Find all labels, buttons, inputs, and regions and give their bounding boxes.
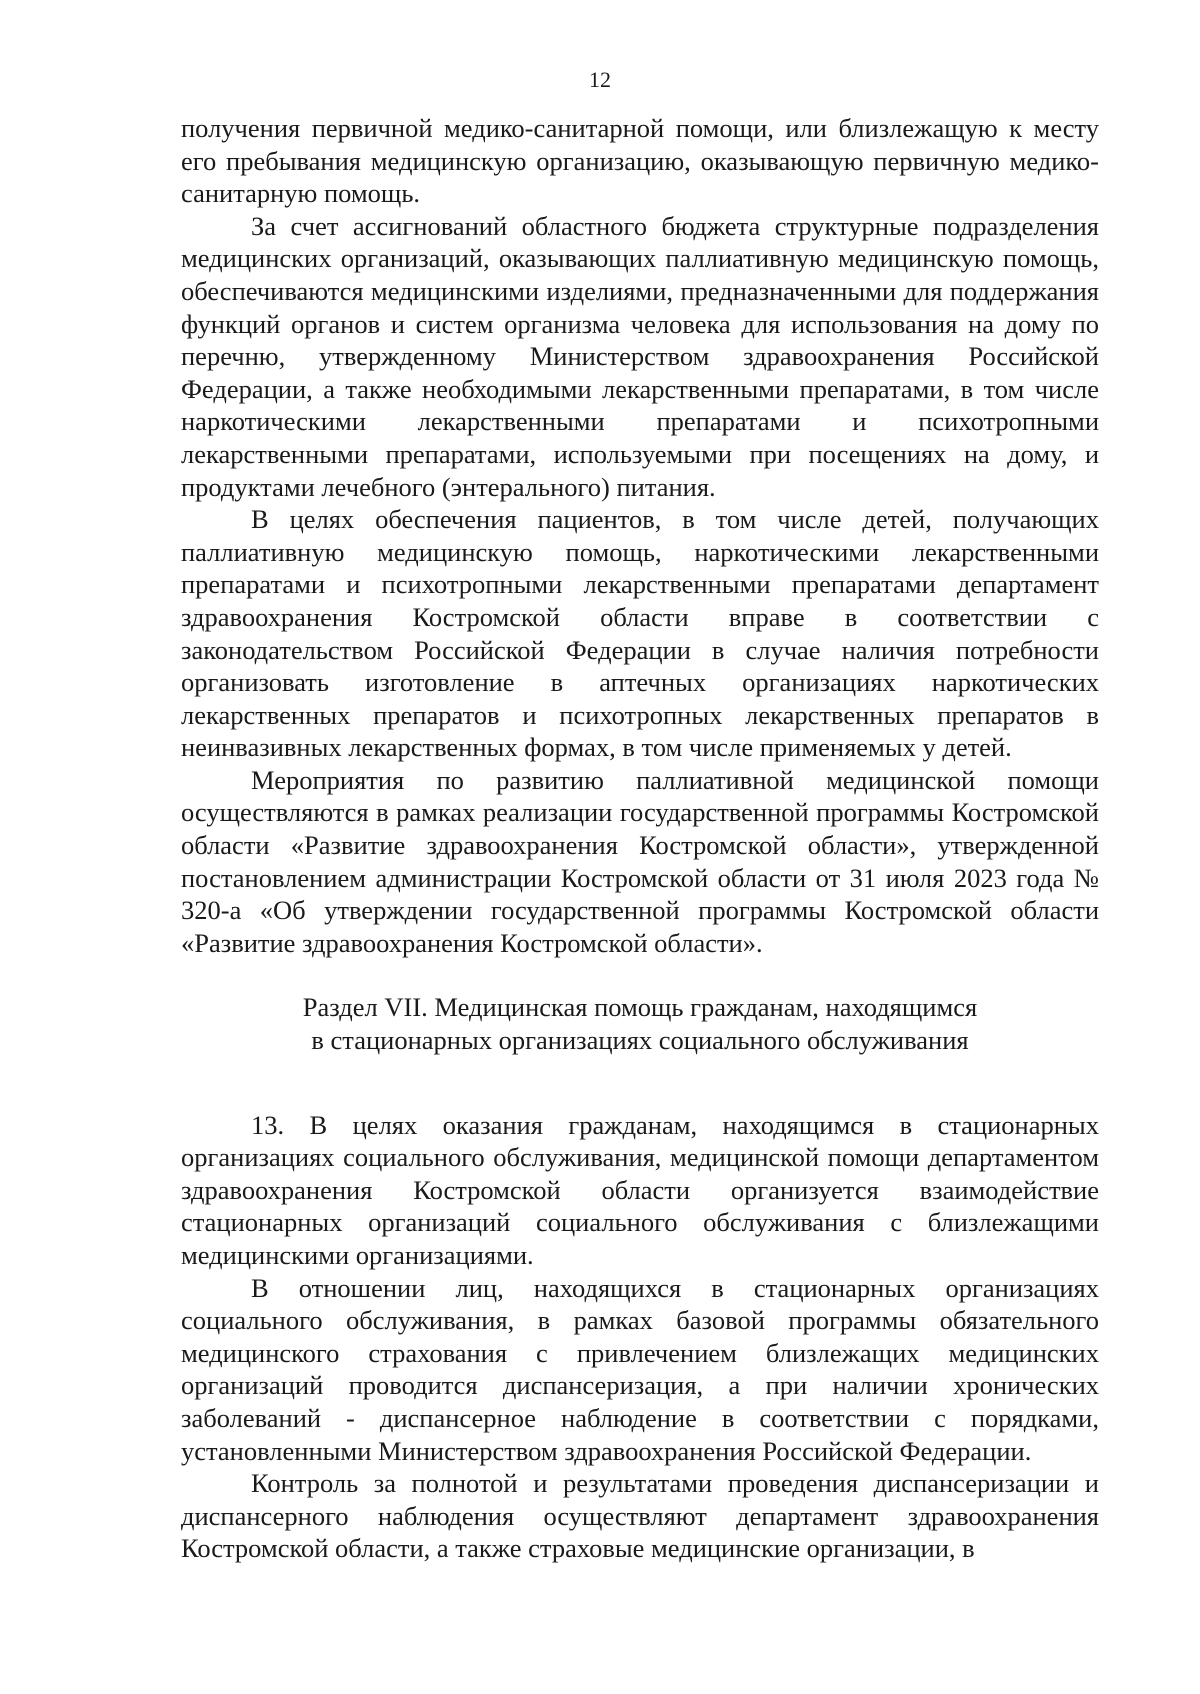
section-heading	[181, 991, 1099, 1056]
section-heading-line: Раздел VII. Медицинская помощь гражданам, находящимся	[302, 992, 978, 1023]
paragraph: За счет ассигнований областного бюджета структурные подразделения медицинских организаций, оказывающих паллиативную медицинскую помощь, обеспечиваются медицинскими изделиями, предназначенными для поддержания функций органов и систем организма человека для использования на дому по перечню, утвержденному Министерством здравоохранения Российской Федерации, а также необходимыми лекарственными препаратами, в том числе наркотическими лекарственными препаратами и психотропными лекарственными препаратами, используемыми при посещениях на дому, и продуктами лечебного (энтерального) питания.	[181, 210, 1099, 502]
page-number: 12	[589, 67, 611, 92]
paragraph: В отношении лиц, находящихся в стационарных организациях социального обслуживания, в рамках базовой программы обязательного медицинского страхования с привлечением близлежащих медицинских организаций проводится диспансеризация, а при наличии хронических заболеваний - диспансерное наблюдение в соответствии с порядками, установленными Министерством здравоохранения Российской Федерации.	[181, 1272, 1099, 1466]
paragraph: Мероприятия по развитию паллиативной медицинской помощи осуществляются в рамках реализации государственной программы Костромской области «Развитие здравоохранения Костромской области», утвержденной постановлением администрации Костромской области от 31 июля 2023 года № 320-а «Об утверждении государственной программы Костромской области «Развитие здравоохранения Костромской области».	[181, 764, 1099, 958]
paragraph: В целях обеспечения пациентов, в том числе детей, получающих паллиативную медицинскую помощь, наркотическими лекарственными препаратами и психотропными лекарственными препаратами департамент здравоохранения Костромской области вправе в соответствии с законодательством Российской Федерации в случае наличия потребности организовать изготовление в аптечных организациях наркотических лекарственных препаратов и психотропных лекарственных препаратов в неинвазивных лекарственных формах, в том числе применяемых у детей.	[181, 504, 1099, 763]
paragraph: 13. В целях оказания гражданам, находящимся в стационарных организациях социального обслуживания, медицинской помощи департаментом здравоохранения Костромской области организуется взаимодействие стационарных организаций социального обслуживания с близлежащими медицинскими организациями.	[181, 1109, 1099, 1270]
paragraph: получения первичной медико-санитарной помощи, или близлежащую к месту его пребывания медицинскую организацию, оказывающую первичную медико-санитарную помощь.	[181, 113, 1099, 209]
document-body	[181, 112, 1099, 1565]
section-heading-line: в стационарных организациях социального обслуживания	[311, 1025, 969, 1056]
paragraph: Контроль за полнотой и результатами проведения диспансеризации и диспансерного наблюдения осуществляют департамент здравоохранения Костромской области, а также страховые медицинские организации, в	[181, 1468, 1099, 1564]
